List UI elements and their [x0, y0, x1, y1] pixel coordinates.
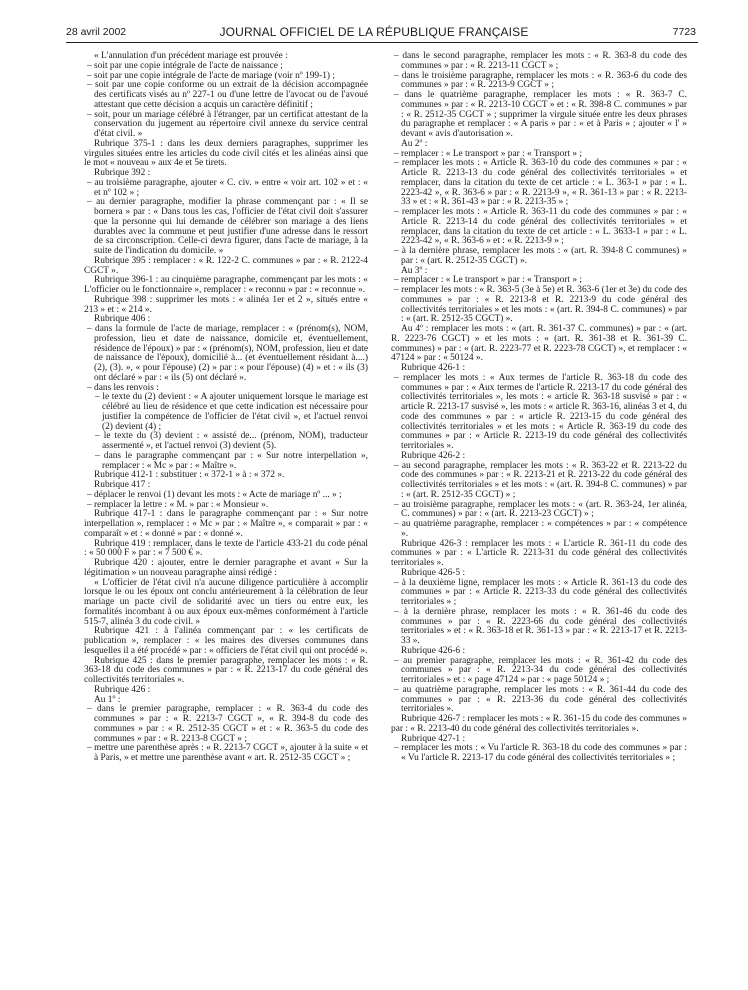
paragraph: Rubrique 421 : à l'alinéa commençant par : « les certificats de publication », remplacer : « les maires des diverses communes dans lesquelles il a été procédé » par : « officiers de l'état civil qui ont procédé ».: [84, 626, 368, 656]
paragraph: Rubrique 425 : dans le premier paragraphe, remplacer les mots : « R. 363-18 du code des communes » par : « R. 2213-17 du code général des collectivités territoriales ».: [84, 655, 368, 685]
paragraph: Au 3º :: [401, 265, 428, 276]
paragraph: – dans les renvois :: [87, 382, 159, 393]
paragraph: Rubrique 375-1 : dans les deux derniers paragraphes, supprimer les virgules situées entre les articles du code civil cités et les alinéas ainsi que le mot « nouveau » aux 4e et 5e tirets.: [84, 138, 368, 169]
paragraph: Rubrique 426 :: [94, 684, 151, 695]
paragraph: – dans le second paragraphe, remplacer les mots : « R. 363-8 du code des communes » par : « R. 2213-11 CGCT » ;: [394, 51, 687, 71]
paragraph: – déplacer le renvoi (1) devant les mots : « Acte de mariage nº ... » ;: [87, 489, 342, 500]
paragraph: Rubrique 406 :: [94, 314, 151, 325]
paragraph: – au premier paragraphe, remplacer les mots : « R. 361-42 du code des communes » par : « R. 2213-34 du code général des collectivités territoriales » et : « page 47124 » par : « page 50124 » ;: [394, 655, 687, 685]
paragraph: Rubrique 427-1 :: [401, 733, 466, 744]
paragraph: – dans le troisième paragraphe, remplacer les mots : « R. 363-6 du code des communes » par : « R. 2213-9 CGCT » ;: [394, 70, 687, 91]
paragraph: – mettre une parenthèse après : « R. 2213-7 CGCT », ajouter à la suite « et à Paris, » et mettre une parenthèse avant « art. R. 2512-35 CGCT » ;: [87, 743, 368, 763]
paragraph: – au troisième paragraphe, remplacer les mots : « (art. R. 363-24, 1er alinéa, C. communes) » par : « (art. R. 2213-23 CGCT) » ;: [394, 499, 687, 520]
paragraph: – au dernier paragraphe, modifier la phrase commençant par : « Il se bornera » par : « Dans tous les cas, l'officier de l'état civil doit s'assurer que la personne qui lui demande de célébrer son mariage a des liens durables avec la commune et peut justifier d'une adresse dans le ressort de sa circonscription. Celle-ci devra figurer, dans l'acte de mariage, à la suite de l'indication du domicile. »: [87, 197, 368, 256]
paragraph: – le texte du (2) devient : « A ajouter uniquement lorsque le mariage est célébré au lieu de résidence et que cette indication est nécessaire pour justifier la compétence de l'officier de l'état civil », et l'actuel renvoi (2) devient (4) ;: [95, 392, 368, 432]
paragraph: – au quatrième paragraphe, remplacer : « compétences » par : « compétence ».: [394, 519, 687, 539]
paragraph: – au second paragraphe, remplacer les mots : « R. 363-22 et R. 2213-22 du code des communes » par : « R. 2213-21 et R. 2213-22 du code général des collectivités territoriales » et les mots : « (art. R. 394-8 C. communes) » par : « (art. R. 2512-35 CGCT) » ;: [394, 460, 687, 500]
paragraph: – remplacer la lettre : « M. » par : « Monsieur ».: [87, 499, 269, 510]
paragraph: – le texte du (3) devient : « assisté de... (prénom, NOM), traducteur assermenté », et l'actuel renvoi (3) devient (5).: [95, 431, 368, 451]
paragraph: – soit par une copie intégrale de l'acte de naissance ;: [87, 60, 283, 71]
paragraph: Rubrique 426-7 : remplacer les mots : « R. 361-15 du code des communes » par : « R. 2213-40 du code général des collectivités territoriales ».: [391, 714, 687, 734]
paragraph: – à la dernière phrase, remplacer les mots : « R. 361-46 du code des communes » par : « R. 2223-66 du code général des collectivités territoriales » et : « R. 363-18 et R. 361-13 » par : « R. 2213-17 et R. 2213-33 ».: [394, 606, 687, 646]
paragraph: Rubrique 395 : remplacer : « R. 122-2 C. communes » par : « R. 2122-4 CGCT ».: [84, 255, 368, 276]
paragraph: – dans le premier paragraphe, remplacer : « R. 363-4 du code des communes » par : « R. 2213-7 CGCT », « R. 394-8 du code des communes » par : « R. 2512-35 CGCT » et : « R. 363-5 du code des communes » par : « R. 2213-8 CGCT » ;: [87, 704, 368, 744]
page-header: [0, 26, 748, 46]
paragraph: – à la dernière phrase, remplacer les mots : « (art. R. 394-8 C communes) » par : « (art. R. 2512-35 CGCT) ».: [394, 246, 687, 266]
paragraph: Rubrique 426-5 :: [401, 567, 466, 578]
paragraph: Rubrique 417-1 : dans le paragraphe commençant par : « Sur notre interpellation », remplacer : « Mc » par : « Maître », « comparait » par : « comparaît » et : « donné » par : « donné ».: [84, 509, 368, 539]
paragraph: Rubrique 398 : supprimer les mots : « alinéa 1er et 2 », situés entre « 213 » et : « 214 ».: [84, 294, 368, 315]
paragraph: – remplacer : « Le transport » par : « Transport » ;: [394, 275, 582, 286]
paragraph: Rubrique 419 : remplacer, dans le texte de l'article 433-21 du code pénal : « 50 000 F » par : « 7 500 € ».: [84, 538, 368, 559]
paragraph: – remplacer : « Le transport » par : « Transport » ;: [394, 148, 582, 159]
paragraph: – dans le quatrième paragraphe, remplacer les mots : « R. 363-7 C. communes » par : « R. 2213-10 CGCT » et : « R. 398-8 C. communes » par : « R. 2512-35 CGCT » ; supprimer la virgule située entre les deux phrases du paragraphe et remplacer : « A paris » par : « et à Paris » ; ajouter « l' » devant « avis d'autorisation ».: [394, 90, 687, 139]
right-column: [391, 52, 687, 764]
paragraph: – soit, pour un mariage célébré à l'étranger, par un certificat attestant de la conservation du jugement au répertoire civil annexe du service central d'état civil. »: [87, 109, 368, 139]
page-number: 7723: [672, 26, 696, 38]
paragraph: – remplacer les mots : « Article R. 363-11 du code des communes » par : « Article R. 2213-14 du code général des collectivités territoriales » et remplacer, dans la citation du texte de cet article : « L. 3633-1 » par : « L. 2223-42 », « R. 363-6 » et : « R. 2213-9 » ;: [394, 207, 687, 247]
paragraph: – dans le paragraphe commençant par : « Sur notre interpellation », remplacer : « Mc » par : « Maître ».: [95, 450, 368, 471]
paragraph: Rubrique 426-2 :: [401, 450, 466, 461]
paragraph: Rubrique 392 :: [94, 168, 151, 178]
paragraph: – dans la formule de l'acte de mariage, remplacer : « (prénom(s), NOM, profession, lieu et date de naissance, domicile et, éventuellement, résidence de l'époux) » par : « (prénom(s), NOM, profession, lieu et date de naissance de l'époux), domicilié à... (et éventuellement résidant à....) (2), (3). », « pour l'épouse) (2) » par : « pour l'épouse) (4) » et : « ils (3) ont déclaré » par : « ils (5) ont déclaré ».: [87, 324, 368, 383]
paragraph: Rubrique 426-6 :: [401, 645, 466, 656]
paragraph: Rubrique 417 :: [94, 480, 151, 490]
paragraph: – au quatrième paragraphe, remplacer les mots : « R. 361-44 du code des communes » par : « R. 2213-36 du code général des collectivités territoriales ».: [394, 684, 687, 715]
journal-title: JOURNAL OFFICIEL DE LA RÉPUBLIQUE FRANÇAISE: [219, 25, 529, 39]
paragraph: – soit par une copie conforme ou un extrait de la décision accompagnée des certificats visés au nº 227-1 ou d'une lettre de l'avocat ou de l'avoué attestant que cette décision a acquis un caractère définitif ;: [87, 80, 368, 110]
paragraph: – remplacer les mots : « Aux termes de l'article R. 363-18 du code des communes » par : « Aux termes de l'article R. 2213-17 du code général des collectivités territoriales », les mots : « article R. 363-18 susvisé » par : « article R. 2213-17 susvisé », les mots : « article R. 363-16, alinéas 3 et 4, du code des communes » par : « article R. 2213-15 du code général des collectivités territoriales » et les mots : « Article R. 363-19 du code des communes » par : « Article R. 2213-19 du code général des collectivités territoriales ».: [394, 372, 687, 451]
paragraph: – au troisième paragraphe, ajouter « C. civ. » entre « voir art. 102 » et : « et nº 102 » ;: [87, 177, 368, 198]
paragraph: « L'annulation d'un précédent mariage est prouvée :: [94, 51, 288, 61]
header-date: 28 avril 2002: [66, 26, 127, 38]
paragraph: – remplacer les mots : « Vu l'article R. 363-18 du code des communes » par : « Vu l'article R. 2213-17 du code général des collectivités territoriales » ;: [394, 743, 687, 763]
paragraph: – à la deuxième ligne, remplacer les mots : « Article R. 361-13 du code des communes » par : « Article R. 2213-33 du code général des collectivités territoriales » ;: [394, 577, 687, 607]
paragraph: Au 1º :: [94, 694, 121, 705]
paragraph: Rubrique 396-1 : au cinquième paragraphe, commençant par les mots : « L'officier ou le fonctionnaire », remplacer : « reconnu » par : « reconnue ».: [84, 275, 368, 295]
left-column: [84, 52, 368, 764]
paragraph: Au 4º : remplacer les mots : « (art. R. 361-37 C. communes) » par : « (art. R. 2223-76 CGCT) » et les mots : « (art. R. 361-38 et R. 361-39 C. communes) » par : « (art. R. 2223-77 et R. 2223-78 CGCT) », et remplacer : « 47124 » par : « 50124 ».: [391, 324, 687, 364]
paragraph: Rubrique 412-1 : substituer : « 372-1 » à : « 372 ».: [94, 470, 285, 481]
paragraph: – remplacer les mots : « Article R. 363-10 du code des communes » par : « Article R. 2213-13 du code général des collectivités territoriales » et remplacer, dans la citation du texte de cet article : « L. 363-1 » par : « L. 2223-42 », « R. 363-6 » par : « R. 2213-9 », « R. 361-13 » par : « R. 2213-33 » et : « R. 361-43 » par : « R. 2213-35 » ;: [394, 158, 687, 208]
paragraph: – remplacer les mots : « R. 363-5 (3e à 5e) et R. 363-6 (1er et 3e) du code des communes » par : « R. 2213-8 et R. 2213-9 du code général des collectivités territoriales » et les mots : « (art. R. 394-8 C. communes) » par : « (art. R. 2512-35 CGCT) ».: [394, 285, 687, 325]
header-rule: [66, 42, 698, 43]
paragraph: – soit par une copie intégrale de l'acte de mariage (voir nº 199-1) ;: [87, 70, 335, 81]
paragraph: Au 2º :: [401, 138, 428, 149]
paragraph: « L'officier de l'état civil n'a aucune diligence particulière à accomplir lorsque le ou les époux ont conclu antérieurement à la célébration de leur mariage un pacte civil de solidarité avec un tiers ou entre eux, les formalités incombant à ou aux époux eux-mêmes conformément à l'article 515-7, alinéa 3 du code civil. »: [84, 577, 368, 627]
paragraph: Rubrique 426-1 :: [401, 363, 466, 373]
paragraph: Rubrique 426-3 : remplacer les mots : « L'article R. 361-11 du code des communes » par : « L'article R. 2213-31 du code général des collectivités territoriales ».: [391, 538, 687, 568]
paragraph: Rubrique 420 : ajouter, entre le dernier paragraphe et avant « Sur la légitimation » un nouveau paragraphe ainsi rédigé :: [84, 558, 368, 578]
